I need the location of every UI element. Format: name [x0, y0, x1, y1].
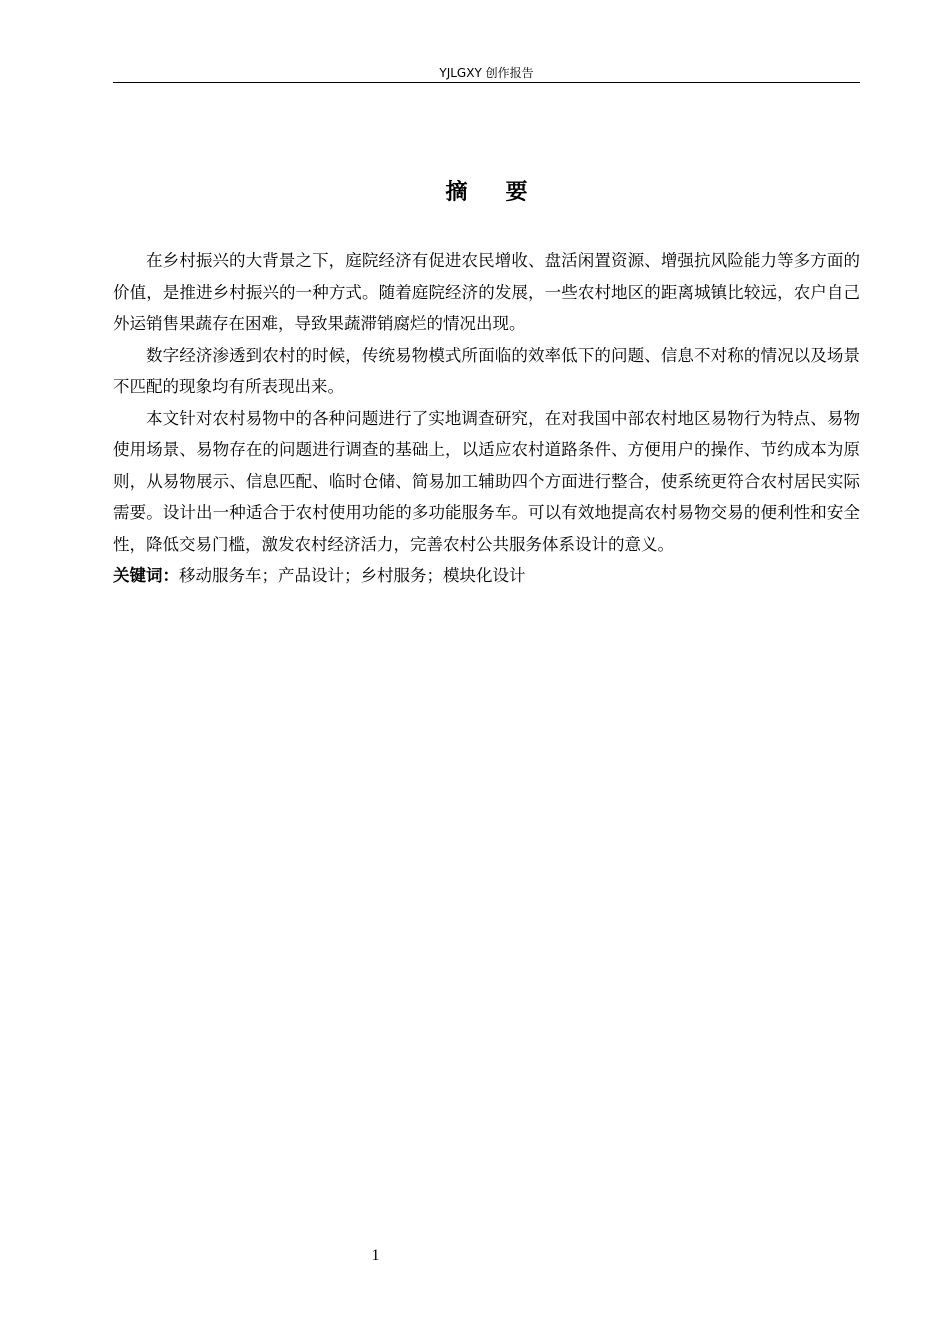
- page-number: 1: [371, 1247, 380, 1264]
- abstract-paragraph-1: 在乡村振兴的大背景之下，庭院经济有促进农民增收、盘活闲置资源、增强抗风险能力等多方面的价值，是推进乡村振兴的一种方式。随着庭院经济的发展，一些农村地区的距离城镇比较远，农户自己外运销售果蔬存在困难，导致果蔬滞销腐烂的情况出现。: [113, 251, 860, 333]
- page-header: YJLGXY 创作报告: [439, 66, 534, 80]
- keywords-line: [113, 560, 860, 592]
- header-divider: [113, 82, 860, 83]
- abstract-paragraph-3: 本文针对农村易物中的各种问题进行了实地调查研究，在对我国中部农村地区易物行为特点、易物使用场景、易物存在的问题进行调查的基础上，以适应农村道路条件、方便用户的操作、节约成本为原则，从易物展示、信息匹配、临时仓储、简易加工辅助四个方面进行整合，使系统更符合农村居民实际需要。设计出一种适合于农村使用功能的多功能服务车。可以有效地提高农村易物交易的便利性和安全性，降低交易门槛，激发农村经济活力，完善农村公共服务体系设计的意义。: [113, 408, 860, 554]
- keywords-text: 移动服务车；产品设计；乡村服务；模块化设计: [179, 566, 526, 585]
- abstract-paragraph-2: 数字经济渗透到农村的时候，传统易物模式所面临的效率低下的问题、信息不对称的情况以及场景不匹配的现象均有所表现出来。: [113, 345, 860, 396]
- keywords-label: 关键词：: [113, 566, 179, 585]
- abstract-title: 摘要: [445, 180, 566, 205]
- abstract-body: [113, 245, 860, 592]
